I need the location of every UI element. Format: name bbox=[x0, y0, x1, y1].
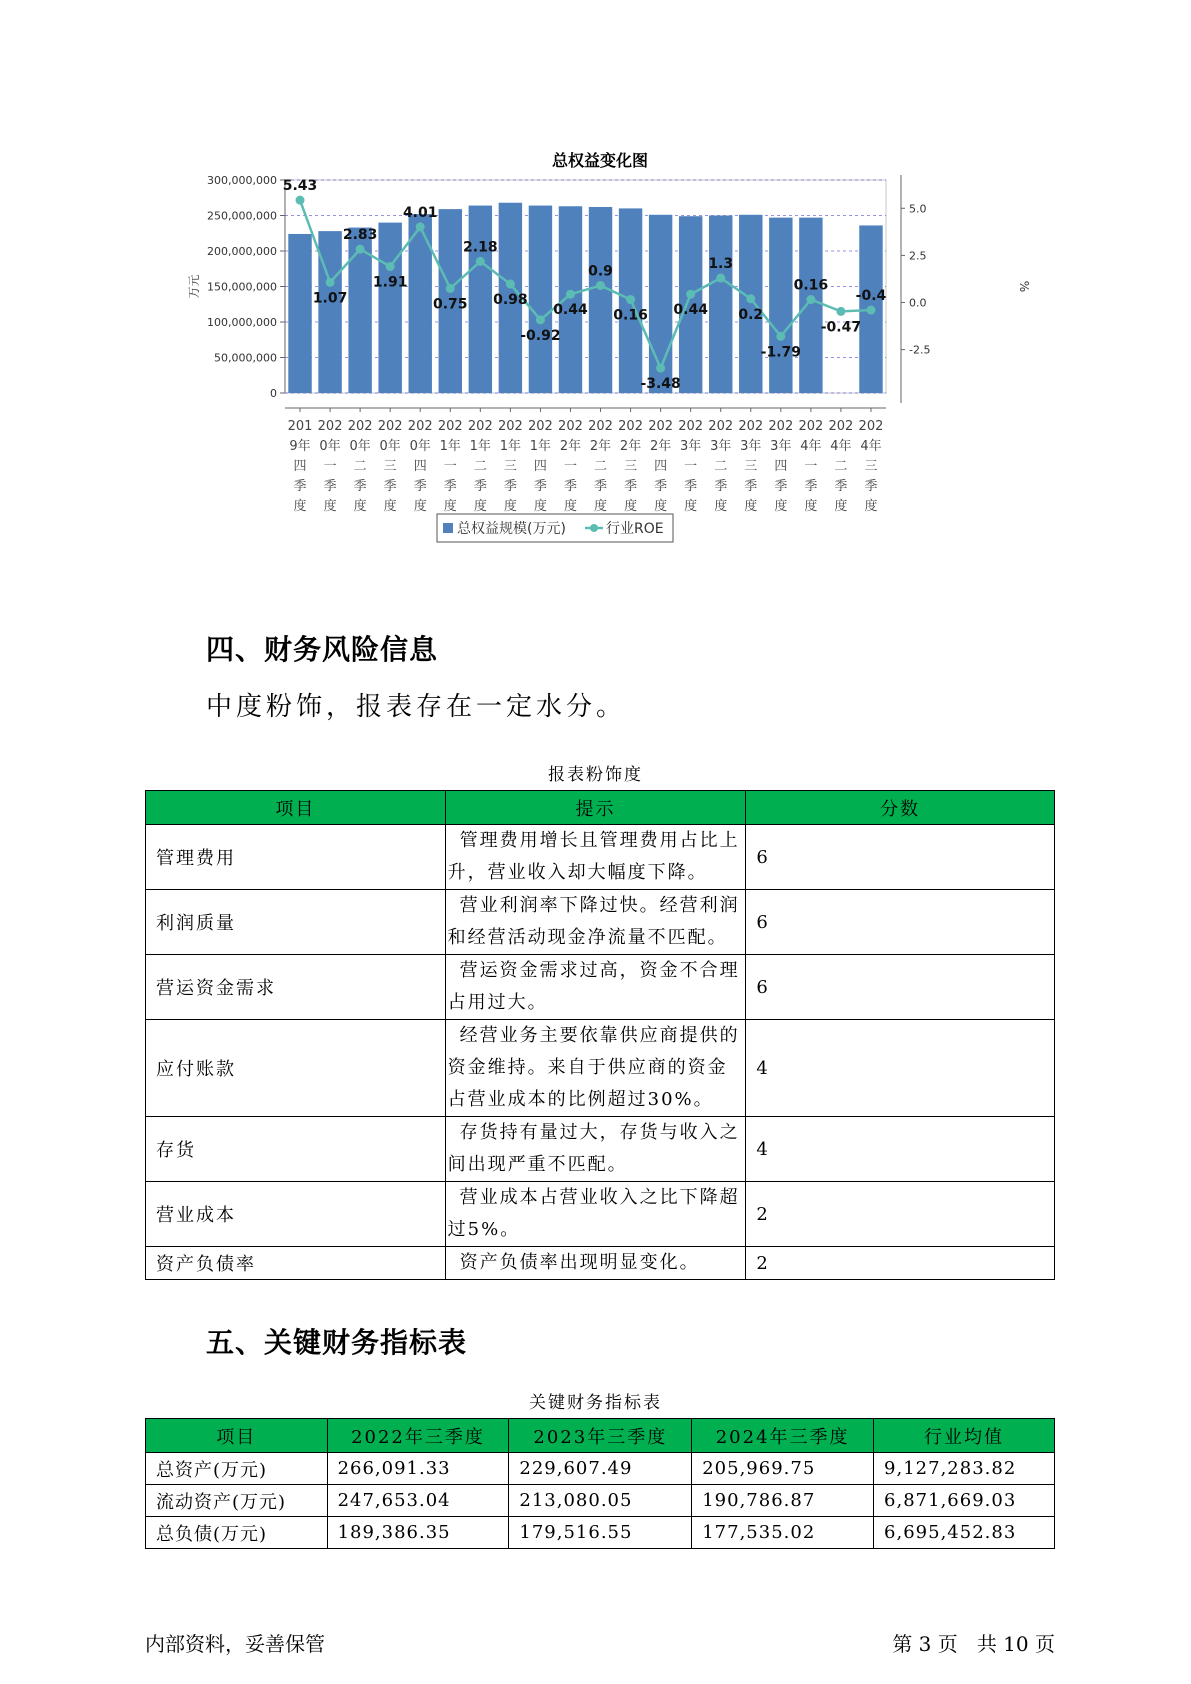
right-axis-title: % bbox=[1017, 280, 1031, 293]
roe-data-label: 0.44 bbox=[673, 302, 708, 319]
x-tick-label: 季 bbox=[834, 479, 848, 494]
roe-data-label: 0.16 bbox=[613, 307, 648, 324]
x-tick-label: 一 bbox=[684, 459, 698, 474]
roe-point bbox=[776, 332, 785, 341]
roe-data-label: 1.3 bbox=[708, 256, 734, 273]
kpi-table-caption: 关键财务指标表 bbox=[529, 1393, 662, 1413]
risk-hint: 资产负债率出现明显变化。 bbox=[445, 1247, 746, 1280]
risk-score: 4 bbox=[746, 1117, 1055, 1182]
kpi-value: 247,653.04 bbox=[327, 1485, 509, 1517]
roe-point bbox=[506, 280, 515, 289]
bar bbox=[769, 218, 792, 393]
x-tick-label: 202 bbox=[437, 419, 463, 434]
x-tick-label: 2年 bbox=[619, 439, 642, 454]
x-tick-label: 季 bbox=[684, 479, 698, 494]
risk-table-caption: 报表粉饰度 bbox=[548, 765, 643, 785]
risk-score: 6 bbox=[746, 890, 1055, 955]
kpi-value: 213,080.05 bbox=[509, 1485, 692, 1517]
x-tick-label: 季 bbox=[383, 479, 397, 494]
roe-point bbox=[716, 274, 725, 283]
risk-score: 2 bbox=[746, 1247, 1055, 1280]
bar bbox=[589, 207, 612, 393]
x-tick-label: 1年 bbox=[439, 439, 461, 454]
kpi-value: 266,091.33 bbox=[327, 1453, 509, 1485]
x-tick-label: 三 bbox=[383, 459, 397, 474]
x-tick-label: 202 bbox=[407, 419, 433, 434]
x-tick-label: 季 bbox=[774, 479, 788, 494]
x-tick-label: 季 bbox=[714, 479, 728, 494]
bar bbox=[799, 218, 822, 393]
x-tick-label: 季 bbox=[503, 479, 517, 494]
x-tick-label: 二 bbox=[353, 459, 367, 474]
risk-hint: 管理费用增长且管理费用占比上升，营业收入却大幅度下降。 bbox=[445, 825, 746, 890]
x-tick-label: 202 bbox=[377, 419, 403, 434]
equity-chart bbox=[160, 140, 1040, 590]
roe-data-label: -0.47 bbox=[820, 319, 862, 336]
x-tick-label: 一 bbox=[323, 459, 337, 474]
left-tick-label: 150,000,000 bbox=[207, 280, 277, 294]
x-tick-label: 四 bbox=[413, 459, 427, 474]
table-row bbox=[146, 1485, 1055, 1517]
roe-data-label: 0.98 bbox=[493, 292, 528, 309]
x-tick-label: 度 bbox=[624, 499, 638, 514]
x-tick-label: 202 bbox=[738, 419, 764, 434]
x-tick-label: 季 bbox=[563, 479, 577, 494]
x-tick-label: 202 bbox=[858, 419, 884, 434]
bar bbox=[378, 223, 401, 393]
x-tick-label: 度 bbox=[503, 499, 517, 514]
x-tick-label: 202 bbox=[497, 419, 523, 434]
table-row bbox=[146, 1453, 1055, 1485]
x-tick-label: 度 bbox=[563, 499, 577, 514]
left-axis-title: 万元 bbox=[187, 274, 201, 299]
left-tick-label: 0 bbox=[270, 387, 277, 400]
x-tick-label: 1年 bbox=[529, 439, 552, 454]
x-tick-label: 202 bbox=[708, 419, 734, 434]
risk-hint: 营业利润率下降过快。经营利润和经营活动现金净流量不匹配。 bbox=[445, 890, 746, 955]
x-tick-label: 四 bbox=[654, 459, 668, 474]
x-tick-label: 202 bbox=[528, 419, 553, 434]
x-tick-label: 季 bbox=[744, 479, 758, 494]
roe-data-label: 2.83 bbox=[342, 227, 378, 244]
x-tick-label: 0年 bbox=[319, 439, 341, 454]
risk-summary-text: 中度粉饰，报表存在一定水分。 bbox=[206, 692, 627, 722]
roe-data-label: 2.18 bbox=[463, 239, 498, 256]
x-tick-label: 季 bbox=[654, 479, 668, 494]
kpi-item: 总负债(万元) bbox=[146, 1517, 328, 1549]
x-tick-label: 度 bbox=[413, 499, 427, 514]
roe-point bbox=[626, 295, 635, 304]
x-tick-label: 季 bbox=[473, 479, 487, 494]
x-tick-label: 二 bbox=[834, 459, 848, 474]
x-tick-label: 9年 bbox=[289, 439, 311, 454]
roe-point bbox=[656, 364, 665, 373]
x-tick-label: 4年 bbox=[800, 439, 822, 454]
legend-line-label: 行业ROE bbox=[606, 521, 664, 537]
kpi-value: 177,535.02 bbox=[692, 1517, 874, 1549]
x-tick-label: 度 bbox=[383, 499, 397, 514]
x-tick-label: 201 bbox=[287, 419, 313, 434]
risk-hint: 营业成本占营业收入之比下降超过5%。 bbox=[445, 1182, 746, 1247]
kpi-value: 6,871,669.03 bbox=[874, 1485, 1055, 1517]
legend-bar-label: 总权益规模(万元) bbox=[457, 521, 566, 537]
x-tick-label: 1年 bbox=[469, 439, 491, 454]
roe-point bbox=[566, 290, 575, 299]
header-item: 项目 bbox=[146, 1419, 328, 1453]
header-2024q3: 2024年三季度 bbox=[692, 1419, 874, 1453]
legend-bar-swatch bbox=[443, 523, 453, 533]
roe-point bbox=[356, 245, 365, 254]
x-tick-label: 季 bbox=[323, 479, 337, 494]
x-tick-label: 三 bbox=[864, 459, 878, 474]
risk-table bbox=[145, 790, 1055, 1280]
table-row bbox=[146, 890, 1055, 955]
x-tick-label: 4年 bbox=[830, 439, 852, 454]
table-row bbox=[146, 955, 1055, 1020]
table-row bbox=[146, 825, 1055, 890]
x-tick-label: 四 bbox=[533, 459, 547, 474]
risk-score: 6 bbox=[746, 825, 1055, 890]
x-tick-label: 3年 bbox=[740, 439, 762, 454]
kpi-value: 9,127,283.82 bbox=[874, 1453, 1055, 1485]
x-tick-label: 度 bbox=[654, 499, 668, 514]
x-tick-label: 3年 bbox=[770, 439, 792, 454]
bar bbox=[709, 216, 732, 394]
kpi-value: 229,607.49 bbox=[509, 1453, 692, 1485]
roe-data-label: 0.75 bbox=[433, 296, 468, 313]
x-tick-label: 2年 bbox=[589, 439, 612, 454]
x-tick-label: 度 bbox=[864, 499, 878, 514]
x-tick-label: 季 bbox=[353, 479, 367, 494]
left-tick-label: 250,000,000 bbox=[207, 209, 277, 223]
x-tick-label: 度 bbox=[744, 499, 758, 514]
x-tick-label: 季 bbox=[804, 479, 818, 494]
roe-data-label: 4.01 bbox=[402, 204, 438, 221]
header-item: 项目 bbox=[146, 791, 446, 825]
roe-data-label: 1.07 bbox=[312, 290, 348, 307]
roe-point bbox=[686, 290, 695, 299]
roe-data-label: -3.48 bbox=[640, 376, 681, 393]
right-tick-label: 2.5 bbox=[909, 249, 927, 263]
roe-point bbox=[386, 262, 395, 271]
bar bbox=[318, 231, 341, 393]
kpi-value: 6,695,452.83 bbox=[874, 1517, 1055, 1549]
left-tick-label: 300,000,000 bbox=[207, 174, 277, 187]
x-tick-label: 度 bbox=[714, 499, 728, 514]
x-tick-label: 三 bbox=[744, 459, 758, 474]
risk-table-header bbox=[146, 791, 1055, 825]
x-tick-label: 度 bbox=[804, 499, 818, 514]
x-tick-label: 三 bbox=[624, 459, 638, 474]
x-tick-label: 度 bbox=[323, 499, 337, 514]
bar bbox=[288, 234, 311, 393]
x-tick-label: 一 bbox=[804, 459, 818, 474]
risk-item: 营业成本 bbox=[146, 1182, 446, 1247]
kpi-item: 流动资产(万元) bbox=[146, 1485, 328, 1517]
x-tick-label: 度 bbox=[443, 499, 457, 514]
risk-score: 6 bbox=[746, 955, 1055, 1020]
table-row bbox=[146, 1247, 1055, 1280]
kpi-value: 189,386.35 bbox=[327, 1517, 509, 1549]
chart-svg bbox=[160, 140, 1040, 590]
header-2023q3: 2023年三季度 bbox=[509, 1419, 692, 1453]
x-tick-label: 季 bbox=[594, 479, 608, 494]
roe-point bbox=[836, 307, 845, 316]
risk-hint: 经营业务主要依靠供应商提供的资金维持。来自于供应商的资金占营业成本的比例超过30%。 bbox=[445, 1020, 746, 1117]
roe-point bbox=[296, 196, 305, 205]
table-row bbox=[146, 1020, 1055, 1117]
x-tick-label: 三 bbox=[503, 459, 517, 474]
x-tick-label: 0年 bbox=[379, 439, 401, 454]
risk-item: 存货 bbox=[146, 1117, 446, 1182]
risk-item: 利润质量 bbox=[146, 890, 446, 955]
x-tick-label: 四 bbox=[774, 459, 788, 474]
x-tick-label: 202 bbox=[618, 419, 643, 434]
table-row bbox=[146, 1182, 1055, 1247]
roe-data-label: 0.2 bbox=[738, 306, 764, 323]
roe-data-label: 0.9 bbox=[588, 263, 613, 280]
x-tick-label: 202 bbox=[347, 419, 373, 434]
header-2022q3: 2022年三季度 bbox=[327, 1419, 509, 1453]
roe-point bbox=[746, 294, 755, 303]
left-tick-label: 50,000,000 bbox=[214, 351, 277, 365]
table-row bbox=[146, 1517, 1055, 1549]
roe-data-label: -0.4 bbox=[855, 288, 887, 305]
x-tick-label: 季 bbox=[293, 479, 307, 494]
x-tick-label: 202 bbox=[798, 419, 824, 434]
x-tick-label: 202 bbox=[648, 419, 674, 434]
roe-point bbox=[806, 295, 815, 304]
x-tick-label: 202 bbox=[828, 419, 854, 434]
risk-item: 应付账款 bbox=[146, 1020, 446, 1117]
x-tick-label: 202 bbox=[467, 419, 493, 434]
kpi-value: 179,516.55 bbox=[509, 1517, 692, 1549]
right-tick-label: 0.0 bbox=[909, 296, 927, 310]
kpi-item: 总资产(万元) bbox=[146, 1453, 328, 1485]
roe-point bbox=[446, 284, 455, 293]
roe-data-label: -1.79 bbox=[760, 344, 802, 361]
x-tick-label: 0年 bbox=[409, 439, 431, 454]
risk-score: 2 bbox=[746, 1182, 1055, 1247]
x-tick-label: 二 bbox=[594, 459, 608, 474]
x-tick-label: 度 bbox=[353, 499, 367, 514]
x-tick-label: 季 bbox=[533, 479, 547, 494]
x-tick-label: 202 bbox=[317, 419, 343, 434]
roe-data-label: -0.92 bbox=[520, 327, 561, 344]
risk-item: 资产负债率 bbox=[146, 1247, 446, 1280]
risk-hint: 存货持有量过大，存货与收入之间出现严重不匹配。 bbox=[445, 1117, 746, 1182]
legend-line-marker bbox=[590, 524, 598, 532]
chart-title: 总权益变化图 bbox=[551, 151, 648, 170]
left-tick-label: 200,000,000 bbox=[207, 245, 277, 258]
roe-data-label: 0.44 bbox=[553, 302, 588, 319]
x-tick-label: 一 bbox=[563, 459, 577, 474]
roe-point bbox=[416, 222, 425, 231]
roe-point bbox=[476, 257, 485, 266]
x-tick-label: 202 bbox=[558, 419, 583, 434]
risk-item: 营运资金需求 bbox=[146, 955, 446, 1020]
x-tick-label: 度 bbox=[834, 499, 848, 514]
roe-point bbox=[536, 315, 545, 324]
x-tick-label: 度 bbox=[774, 499, 788, 514]
x-tick-label: 2年 bbox=[649, 439, 672, 454]
x-tick-label: 202 bbox=[678, 419, 704, 434]
x-tick-label: 202 bbox=[768, 419, 794, 434]
x-tick-label: 季 bbox=[624, 479, 638, 494]
right-tick-label: -2.5 bbox=[909, 343, 931, 357]
x-tick-label: 3年 bbox=[680, 439, 702, 454]
header-industry-avg: 行业均值 bbox=[874, 1419, 1055, 1453]
x-tick-label: 二 bbox=[714, 459, 728, 474]
table-row bbox=[146, 1117, 1055, 1182]
roe-point bbox=[866, 306, 875, 315]
x-tick-label: 3年 bbox=[710, 439, 732, 454]
x-tick-label: 1年 bbox=[499, 439, 522, 454]
bar bbox=[739, 215, 762, 393]
x-tick-label: 度 bbox=[684, 499, 698, 514]
x-tick-label: 季 bbox=[864, 479, 878, 494]
risk-hint: 营运资金需求过高，资金不合理占用过大。 bbox=[445, 955, 746, 1020]
x-tick-label: 2年 bbox=[559, 439, 582, 454]
x-tick-label: 季 bbox=[443, 479, 457, 494]
roe-point bbox=[596, 281, 605, 290]
x-tick-label: 0年 bbox=[349, 439, 371, 454]
bar bbox=[469, 206, 492, 393]
x-tick-label: 202 bbox=[588, 419, 613, 434]
risk-item: 管理费用 bbox=[146, 825, 446, 890]
x-tick-label: 度 bbox=[533, 499, 547, 514]
roe-data-label: 5.43 bbox=[282, 178, 318, 195]
section-heading-key-indicators: 五、关键财务指标表 bbox=[206, 1326, 468, 1359]
x-tick-label: 度 bbox=[473, 499, 487, 514]
kpi-value: 190,786.87 bbox=[692, 1485, 874, 1517]
bar bbox=[529, 206, 552, 393]
kpi-table bbox=[145, 1418, 1055, 1549]
header-score: 分数 bbox=[746, 791, 1055, 825]
footer-confidential-note: 内部资料，妥善保管 bbox=[145, 1632, 325, 1656]
x-tick-label: 季 bbox=[413, 479, 427, 494]
footer-page-number: 第 3 页 共 10 页 bbox=[892, 1632, 1055, 1656]
kpi-value: 205,969.75 bbox=[692, 1453, 874, 1485]
section-heading-financial-risk: 四、财务风险信息 bbox=[206, 633, 439, 666]
x-tick-label: 度 bbox=[293, 499, 307, 514]
x-tick-label: 度 bbox=[594, 499, 608, 514]
left-tick-label: 100,000,000 bbox=[207, 316, 277, 329]
x-tick-label: 一 bbox=[443, 459, 457, 474]
x-tick-label: 二 bbox=[473, 459, 487, 474]
risk-score: 4 bbox=[746, 1020, 1055, 1117]
right-tick-label: 5.0 bbox=[909, 202, 927, 216]
x-tick-label: 4年 bbox=[860, 439, 882, 454]
roe-point bbox=[326, 278, 335, 287]
header-hint: 提示 bbox=[445, 791, 746, 825]
kpi-table-header bbox=[146, 1419, 1055, 1453]
x-tick-label: 四 bbox=[293, 459, 307, 474]
roe-data-label: 0.16 bbox=[793, 277, 829, 294]
roe-data-label: 1.91 bbox=[372, 274, 408, 291]
